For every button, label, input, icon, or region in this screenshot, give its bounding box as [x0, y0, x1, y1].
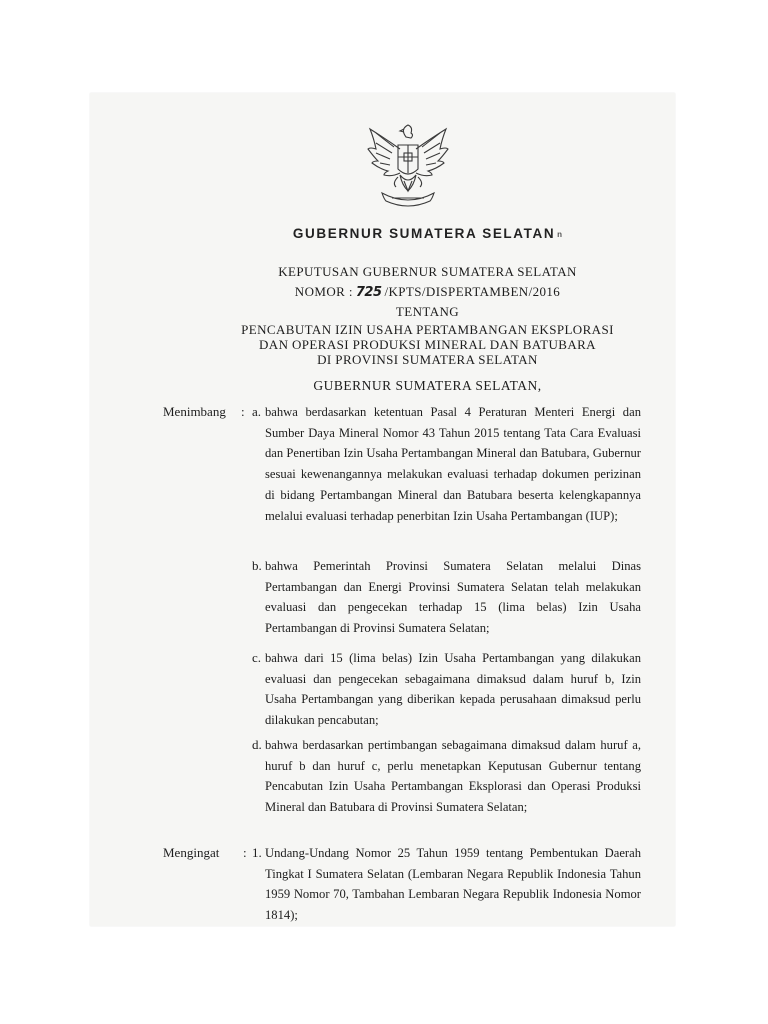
- garuda-emblem-icon: [364, 123, 452, 218]
- menimbang-label: Menimbang: [163, 404, 226, 419]
- mengingat-label: Mengingat: [163, 845, 220, 860]
- menimbang-colon: :: [241, 404, 245, 419]
- subject-line-1: PENCABUTAN IZIN USAHA PERTAMBANGAN EKSPLORASI: [241, 322, 614, 337]
- decree-title: KEPUTUSAN GUBERNUR SUMATERA SELATAN: [278, 264, 577, 279]
- menimbang-marker-b: b.: [252, 558, 262, 573]
- mengingat-item-1: Undang-Undang Nomor 25 Tahun 1959 tentang Pembentukan Daerah Tingkat I Sumatera Selatan (Lembaran Negara Republik Indonesia Tahun 1959 Nomor 70, Tambahan Lembaran Negara Republik Indonesia Nomor 1814);: [265, 846, 641, 923]
- about-label: TENTANG: [395, 304, 460, 319]
- menimbang-item-a: bahwa berdasarkan ketentuan Pasal 4 Peraturan Menteri Energi dan Sumber Daya Mineral Nomor 43 Tahun 2015 tentang Tata Cara Evaluasi dan Penertiban Izin Usaha Pertambangan Mineral dan Batubara, Gubernur sesuai kewenangannya melakukan evaluasi terhadap dokumen perizinan di bidang Pertambangan Mineral dan Batubara beserta kelengkapannya melalui evaluasi terhadap penerbitan Izin Usaha Pertambangan (IUP);: [265, 405, 641, 523]
- handwritten-number: 725: [355, 285, 382, 300]
- governor-title: GUBERNUR SUMATERA SELATAN n: [292, 226, 563, 241]
- menimbang-item-b: bahwa Pemerintah Provinsi Sumatera Selatan melalui Dinas Pertambangan dan Energi Provinsi Sumatera Selatan telah melakukan evaluasi dan pengecekan terhadap 15 (lima belas) Izin Usaha Pertambangan di Provinsi Sumatera Selatan;: [265, 559, 641, 636]
- menimbang-marker-c: c.: [252, 650, 262, 665]
- menimbang-marker-a: a.: [252, 404, 262, 419]
- decree-number: NOMOR : 725 /KPTS/DISPERTAMBEN/2016: [294, 284, 561, 300]
- subject-line-2: DAN OPERASI PRODUKSI MINERAL DAN BATUBARA: [259, 337, 596, 352]
- mengingat-marker-1: 1.: [252, 845, 262, 860]
- menimbang-item-d: bahwa berdasarkan pertimbangan sebagaimana dimaksud dalam huruf a, huruf b dan huruf c, perlu menetapkan Keputusan Gubernur tentang Pencabutan Izin Usaha Pertambangan Eksplorasi dan Operasi Produksi Mineral dan Batubara di Provinsi Sumatera Selatan;: [265, 738, 641, 815]
- mengingat-colon: :: [243, 845, 247, 860]
- menimbang-item-c: bahwa dari 15 (lima belas) Izin Usaha Pertambangan yang dilakukan evaluasi dan pengecekan sebagaimana dimaksud dalam huruf b, Izin Usaha Pertambangan yang diberikan kepada perusahaan dimaksud perlu dilakukan pencabutan;: [265, 651, 641, 728]
- subject-line-3: DI PROVINSI SUMATERA SELATAN: [317, 352, 538, 367]
- governor-title-2: GUBERNUR SUMATERA SELATAN,: [313, 378, 542, 393]
- menimbang-marker-d: d.: [252, 737, 262, 752]
